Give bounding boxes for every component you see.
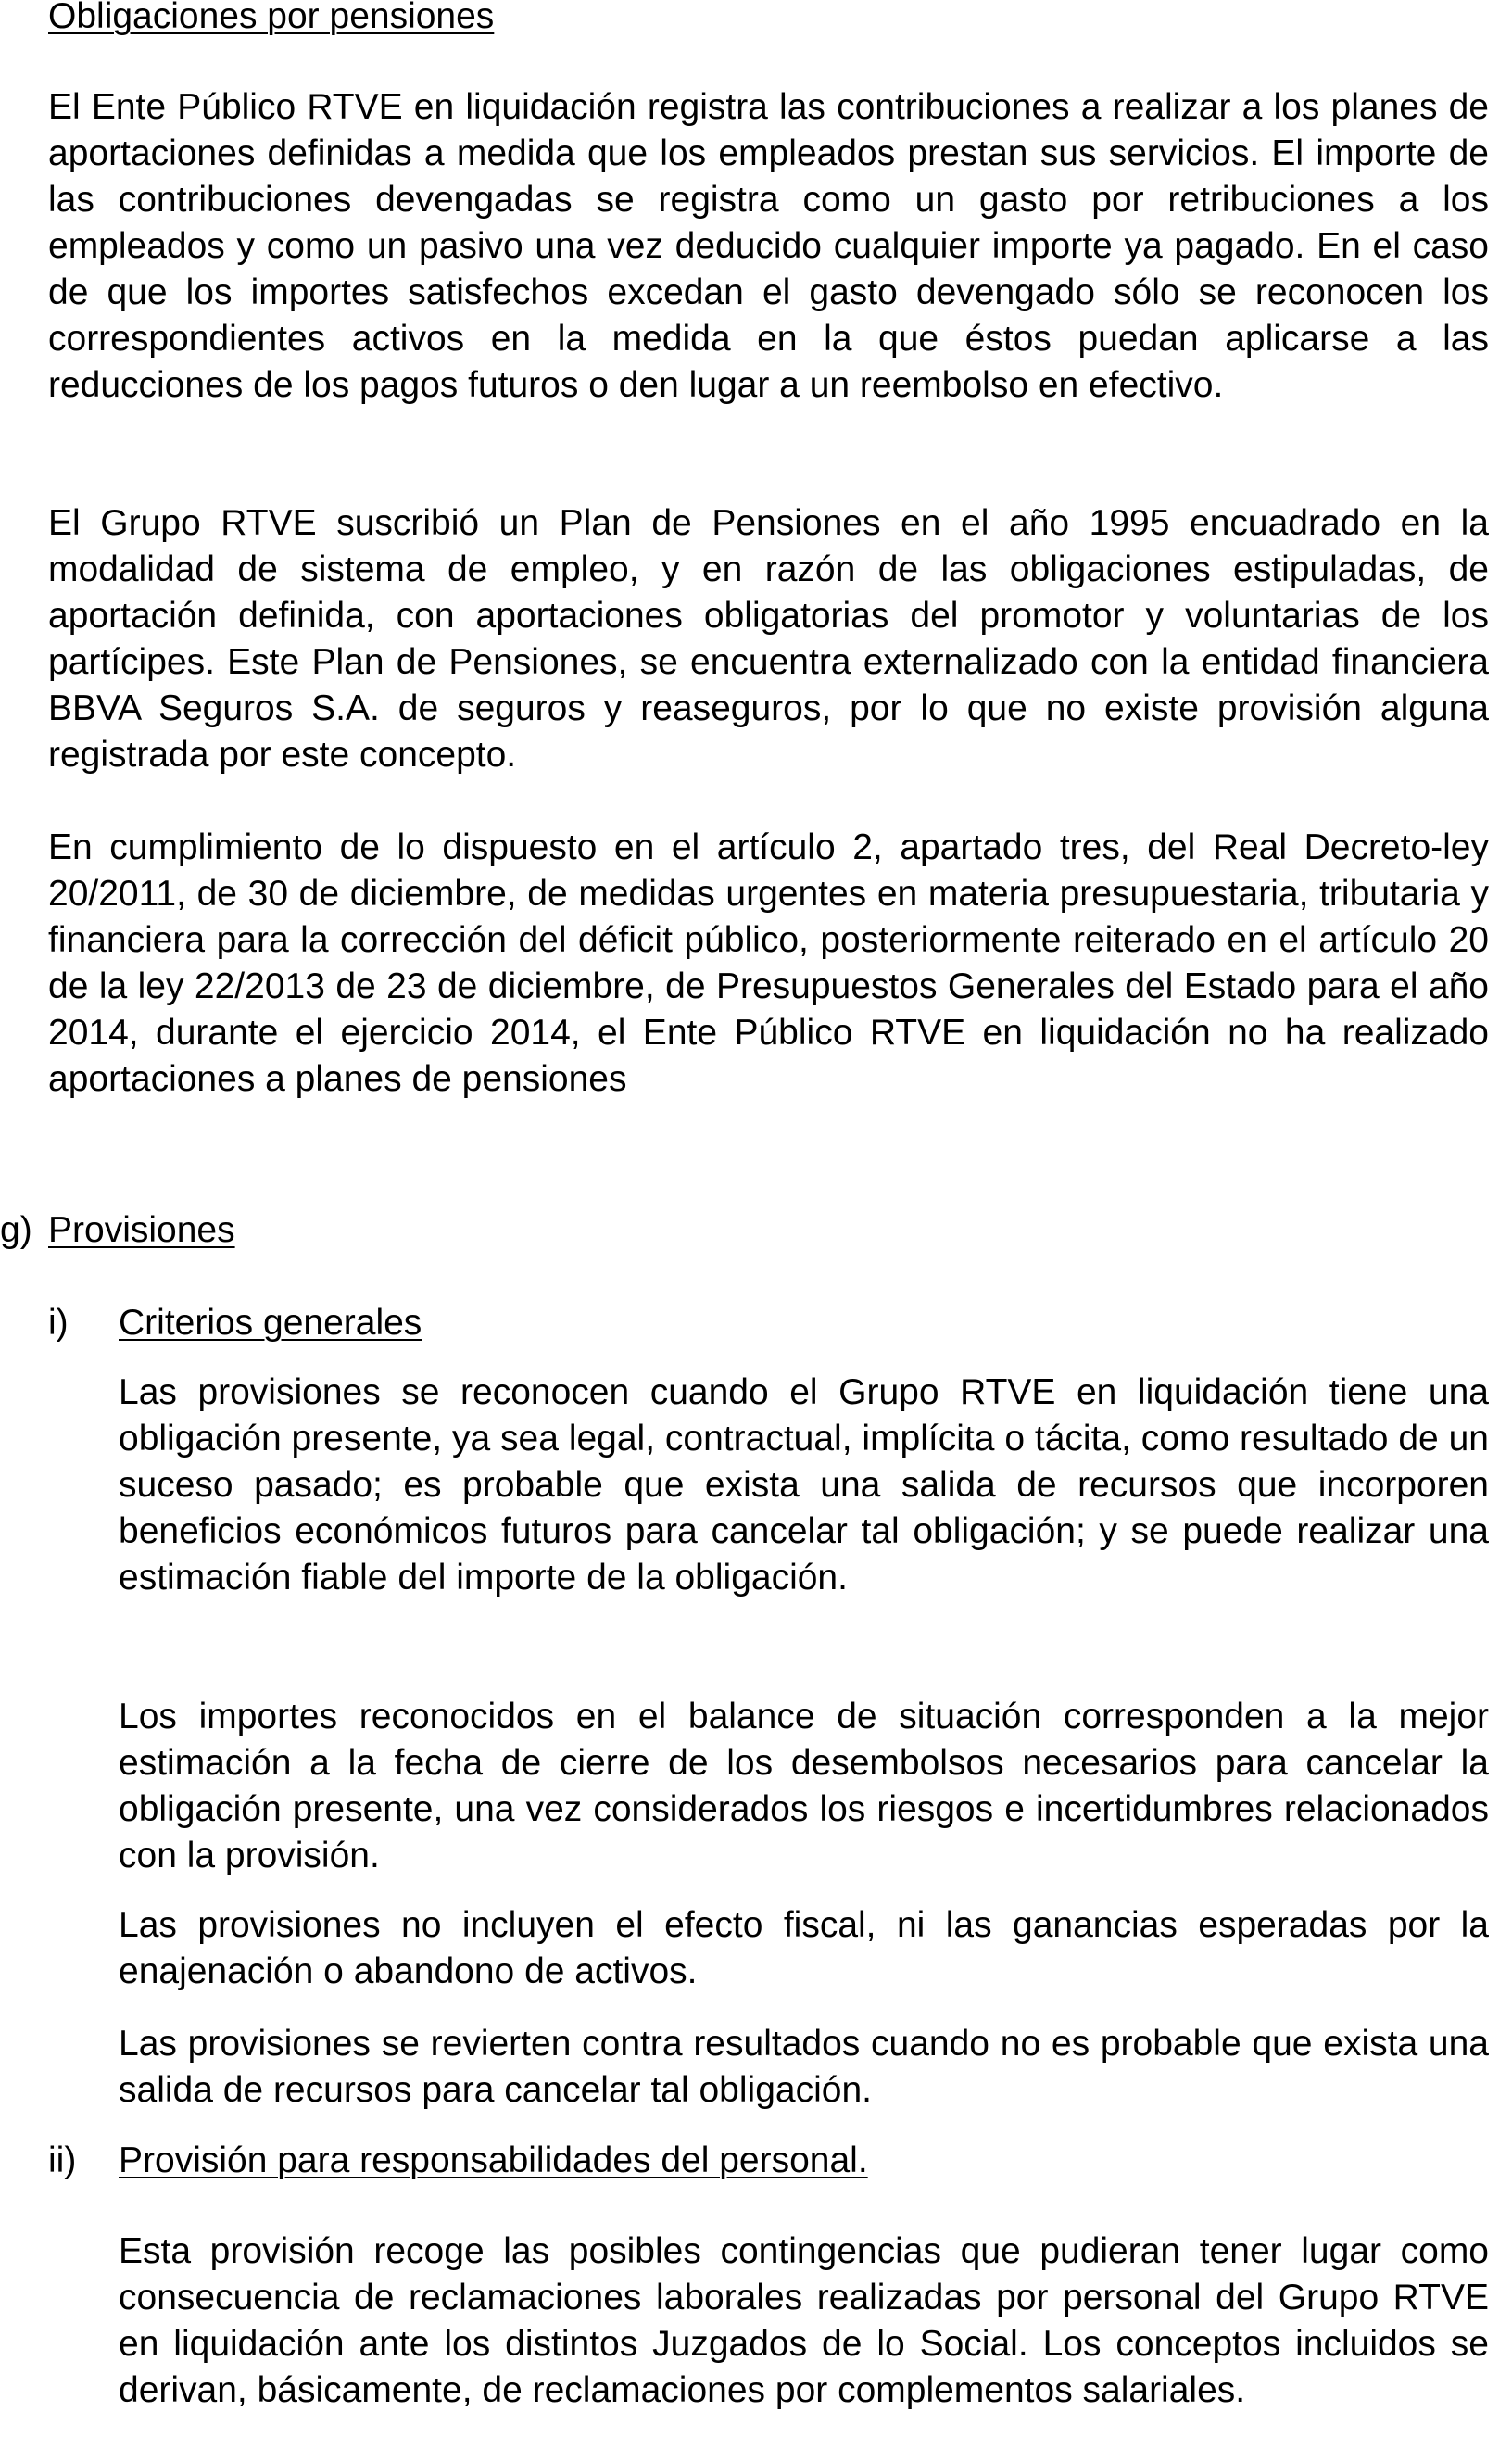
section-heading-pensions: Obligaciones por pensiones [48, 0, 495, 36]
paragraph-provisions-tax-effect: Las provisiones no incluyen el efecto fiscal, ni las ganancias esperadas por la enajenación o abandono de activos. [119, 1905, 1489, 1991]
paragraph-provisions-recognition: Las provisiones se reconocen cuando el Grupo RTVE en liquidación tiene una obligación presente, ya sea legal, contractual, implícita o tácita, como resultado de un suceso pasado; es probable que exista una salida de recursos que incorporen beneficios económicos futuros para cancelar tal obligación; y se puede realizar una estimación fiable del importe de la obligación. [119, 1372, 1489, 1597]
paragraph-provisions-amounts: Los importes reconocidos en el balance de situación corresponden a la mejor estimación a la fecha de cierre de los desembolsos necesarios para cancelar la obligación presente, una vez considerados los riesgos e incertidumbres relacionados con la provisión. [119, 1697, 1489, 1875]
subsection-marker-i: i) [48, 1303, 69, 1343]
section-marker-g: g) [0, 1210, 32, 1250]
subsection-heading-staff-provision: Provisión para responsabilidades del personal. [119, 2140, 868, 2180]
section-heading-provisions: Provisiones [48, 1210, 235, 1250]
paragraph-pension-plan: El Grupo RTVE suscribió un Plan de Pensiones en el año 1995 encuadrado en la modalidad de sistema de empleo, y en razón de las obligaciones estipuladas, de aportación definida, con aportaciones obligatorias del promotor y voluntarias de los partícipes. Este Plan de Pensiones, se encuentra externalizado con la entidad financiera BBVA Seguros S.A. de seguros y reaseguros, por lo que no existe provisión alguna registrada por este concepto. [48, 503, 1489, 775]
paragraph-pensions-contributions: El Ente Público RTVE en liquidación registra las contribuciones a realizar a los planes de aportaciones definidas a medida que los empleados prestan sus servicios. El importe de las contribuciones devengadas se registra como un gasto por retribuciones a los empleados y como un pasivo una vez deducido cualquier importe ya pagado. En el caso de que los importes satisfechos excedan el gasto devengado sólo se reconocen los correspondientes activos en la medida en la que éstos puedan aplicarse a las reducciones de los pagos futuros o den lugar a un reembolso en efectivo. [48, 87, 1489, 405]
paragraph-staff-provision: Esta provisión recoge las posibles contingencias que pudieran tener lugar como consecuencia de reclamaciones laborales realizadas por personal del Grupo RTVE en liquidación ante los distintos Juzgados de lo Social. Los conceptos incluidos se derivan, básicamente, de reclamaciones por complementos salariales. [119, 2231, 1489, 2410]
paragraph-royal-decree: En cumplimiento de lo dispuesto en el artículo 2, apartado tres, del Real Decreto-ley 20/2011, de 30 de diciembre, de medidas urgentes en materia presupuestaria, tributaria y financiera para la corrección del déficit público, posteriormente reiterado en el artículo 20 de la ley 22/2013 de 23 de diciembre, de Presupuestos Generales del Estado para el año 2014, durante el ejercicio 2014, el Ente Público RTVE en liquidación no ha realizado aportaciones a planes de pensiones [48, 827, 1489, 1099]
paragraph-provisions-reversal: Las provisiones se revierten contra resultados cuando no es probable que exista una salida de recursos para cancelar tal obligación. [119, 2024, 1489, 2110]
subsection-marker-ii: ii) [48, 2140, 77, 2180]
subsection-heading-general-criteria: Criterios generales [119, 1303, 422, 1343]
